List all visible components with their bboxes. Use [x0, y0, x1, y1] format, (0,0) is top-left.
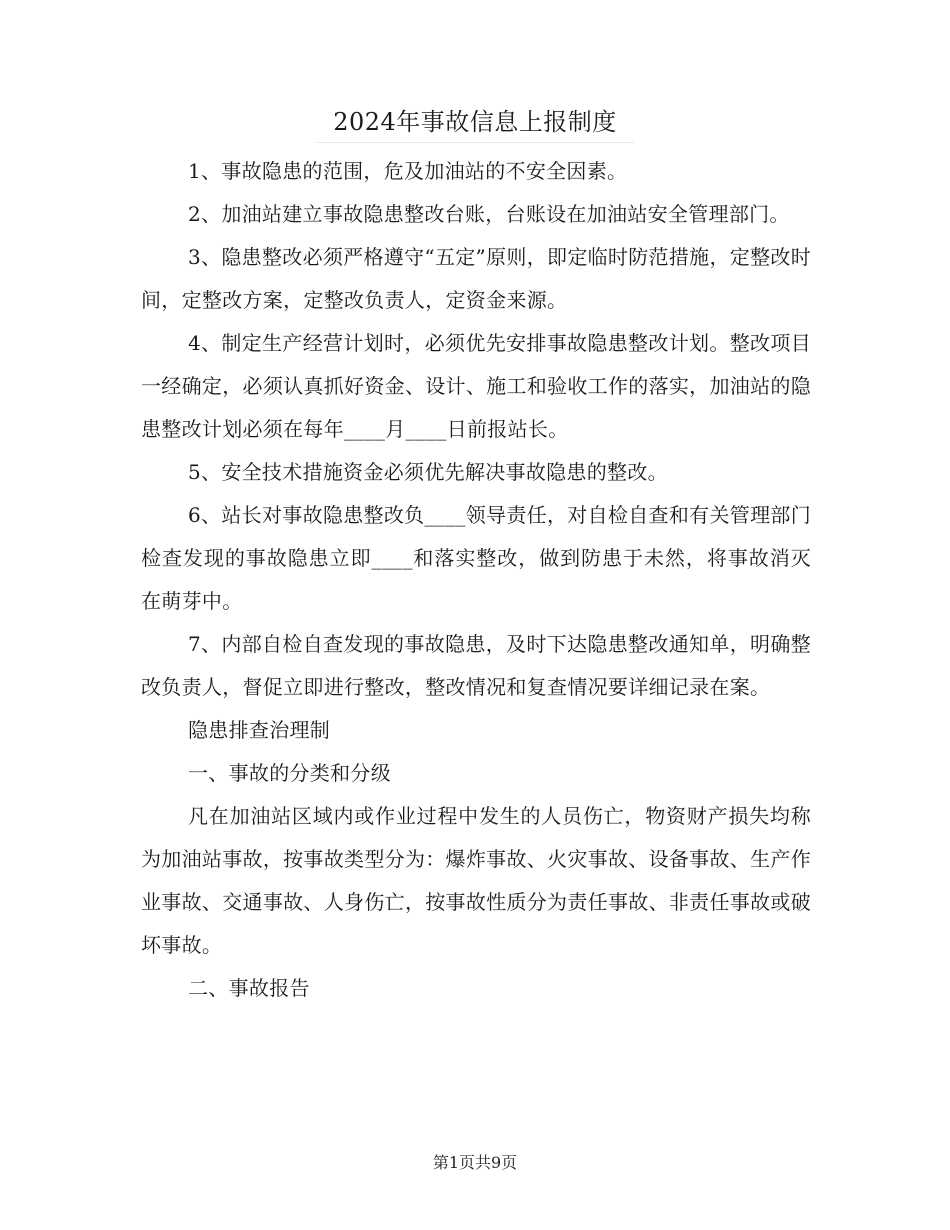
page-number-footer: 第1页共9页	[432, 1153, 518, 1172]
paragraph-accident-definition: 凡在加油站区域内或作业过程中发生的人员伤亡，物资财产损失均称为加油站事故，按事故类型分为：爆炸事故、火灾事故、设备事故、生产作业事故、交通事故、人身伤亡，按事故性质分为责任事故、非责任事故或破坏事故。	[141, 804, 811, 957]
paragraph-item-6: 6、站长对事故隐患整改负____领导责任，对自检自查和有关管理部门检查发现的事故隐患立即____和落实整改，做到防患于未然，将事故消灭在萌芽中。	[141, 503, 811, 613]
paragraph-item-5: 5、安全技术措施资金必须优先解决事故隐患的整改。	[188, 460, 668, 484]
paragraph-item-2: 2、加油站建立事故隐患整改台账，台账设在加油站安全管理部门。	[188, 202, 790, 226]
paragraph-item-4: 4、制定生产经营计划时，必须优先安排事故隐患整改计划。整改项目一经确定，必须认真抓好资金、设计、施工和验收工作的落实，加油站的隐患整改计划必须在每年____月____日前报站长。	[141, 331, 811, 441]
paragraph-item-1: 1、事故隐患的范围，危及加油站的不安全因素。	[188, 159, 628, 183]
document-body	[141, 150, 811, 1010]
section-heading-classification: 一、事故的分类和分级	[188, 761, 391, 785]
document-title: 2024年事故信息上报制度	[333, 108, 617, 136]
section-heading-hazard-system: 隐患排查治理制	[188, 718, 331, 742]
title-divider	[316, 142, 634, 143]
paragraph-item-7: 7、内部自检自查发现的事故隐患，及时下达隐患整改通知单，明确整改负责人，督促立即进行整改，整改情况和复查情况要详细记录在案。	[141, 632, 811, 699]
paragraph-item-3: 3、隐患整改必须严格遵守“五定”原则，即定临时防范措施，定整改时间，定整改方案，定整改负责人，定资金来源。	[141, 245, 811, 312]
section-heading-accident-report: 二、事故报告	[188, 976, 310, 1000]
